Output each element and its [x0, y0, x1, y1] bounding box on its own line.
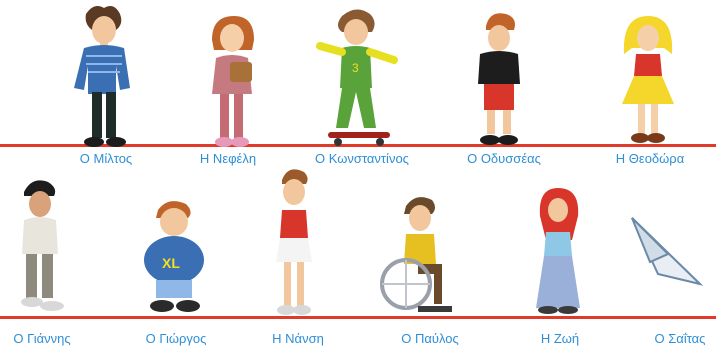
boy-xl-shirt-icon — [136, 196, 212, 318]
character-pavlos — [378, 192, 464, 322]
girl-red-top-icon — [266, 166, 322, 320]
svg-text:XL: XL — [162, 255, 180, 271]
character-giorgos — [136, 196, 212, 318]
label-odysseas: Ο Οδυσσέας — [467, 151, 541, 166]
character-zoi — [532, 186, 584, 318]
label-miltos: Ο Μίλτος — [79, 151, 133, 166]
label-theodora: Η Θεοδώρα — [615, 151, 685, 166]
girl-holding-book-icon — [204, 14, 260, 150]
boy-blue-sweater-icon — [72, 4, 136, 152]
girl-red-hair-icon — [532, 186, 584, 318]
boy-white-shirt-icon — [14, 176, 70, 316]
paper-airplane-icon — [628, 214, 704, 290]
label-nefeli: Η Νεφέλη — [199, 151, 257, 166]
girl-yellow-dress-icon — [620, 14, 676, 148]
character-nansi — [266, 166, 322, 320]
label-pavlos: Ο Παύλος — [401, 331, 459, 346]
label-zoi: Η Ζωή — [540, 331, 580, 346]
boy-skateboard-icon — [312, 6, 404, 152]
character-miltos — [72, 4, 136, 152]
character-odysseas — [474, 10, 524, 148]
character-konstantinos — [312, 6, 404, 152]
label-nansi: Η Νάνση — [272, 331, 324, 346]
character-nefeli — [204, 14, 260, 150]
label-giannis: Ο Γιάννης — [13, 331, 71, 346]
character-giannis — [14, 176, 70, 316]
boy-red-shorts-icon — [474, 10, 524, 148]
svg-text:3: 3 — [352, 61, 359, 75]
boy-wheelchair-icon — [378, 192, 464, 322]
character-saitas — [628, 214, 704, 290]
bottom-row-line — [0, 316, 716, 319]
character-theodora — [620, 14, 676, 148]
label-saitas: Ο Σαΐτας — [654, 331, 706, 346]
label-giorgos: Ο Γιώργος — [145, 331, 207, 346]
label-konstantinos: Ο Κωνσταντίνος — [315, 151, 409, 166]
